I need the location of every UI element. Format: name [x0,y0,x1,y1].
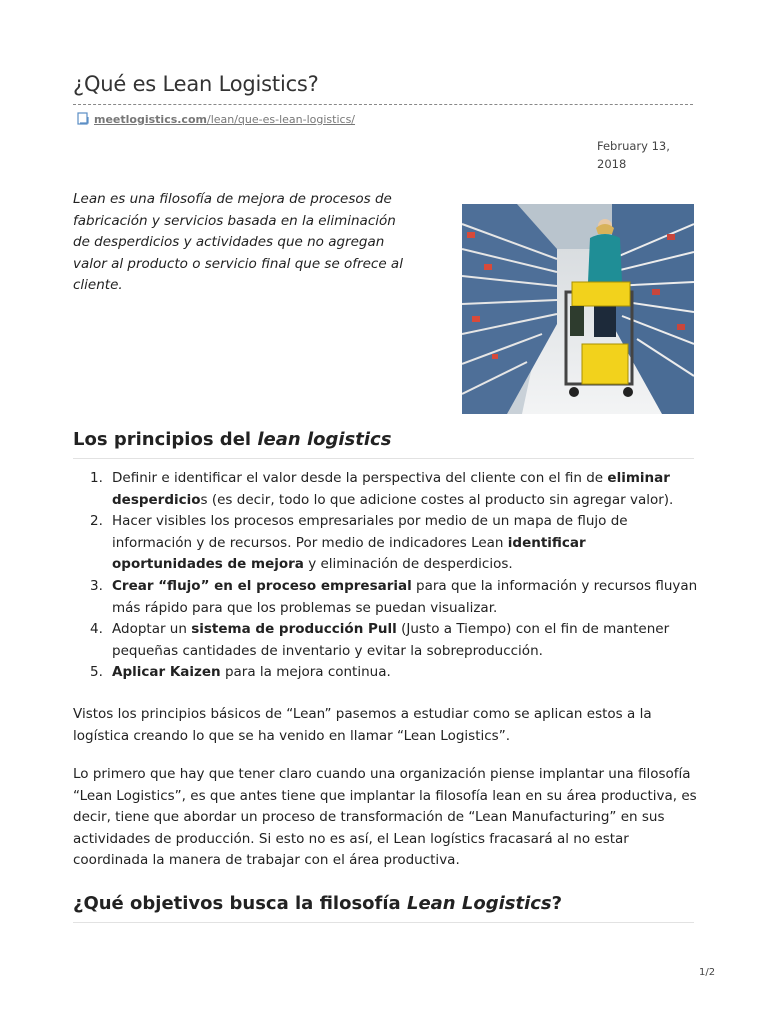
list-text: Adoptar un [112,621,192,638]
list-text: y eliminación de desperdicios. [303,556,513,573]
source-link[interactable] [94,113,355,126]
objectives-heading [73,893,694,923]
list-number: 3. [90,577,103,594]
publish-date: February 13, 2018 [597,139,670,171]
intro-paragraph: Lean es una filosofía de mejora de procesos de fabricación y servicios basada en la eliminación de desperdicios y actividades que no agregan valor al producto o servicio final que se ofrece al cliente. [73,191,403,294]
list-item [73,511,698,576]
list-item [73,468,698,511]
principles-heading-emphasis: lean logistics [257,429,392,450]
body-paragraph: Vistos los principios básicos de “Lean” pasemos a estudiar como se aplican estos a la logística creando lo que se ha venido en llamar “Lean Logistics”. [73,706,652,744]
page-number: 1/2 [699,967,716,978]
document-icon [76,112,90,126]
list-text: para la mejora continua. [220,664,391,681]
list-text: (Justo a Tiempo) con el fin de mantener pequeñas cantidades de inventario y evitar la sobreproducción. [112,621,670,659]
source-path: /lean/que-es-lean-logistics/ [206,112,356,126]
principles-heading-text: Los principios del [73,429,258,450]
source-link-row [76,112,355,126]
objectives-heading-suffix: ? [551,893,563,914]
source-domain: meetlogistics.com [94,112,207,126]
list-number: 1. [90,470,103,486]
objectives-heading-text: ¿Qué objetivos busca la filosofía [73,893,407,914]
list-text: Definir e identificar el valor desde la perspectiva del cliente con el fin de [112,470,608,486]
title-divider [73,104,693,105]
list-text: Hacer visibles los procesos empresariales por medio de un mapa de flujo de información y de recursos. Por medio de indicadores Lean [112,513,628,551]
list-number: 4. [90,621,103,638]
warehouse-photo [462,204,694,414]
list-item [73,662,698,684]
list-bold: Crear “flujo” en el proceso empresarial [112,577,412,594]
principles-heading [73,429,694,459]
body-paragraph: Lo primero que hay que tener claro cuando una organización piense implantar una filosofía “Lean Logistics”, es que antes tiene que implantar la filosofía lean en su área productiva, es decir, tiene que abordar un proceso de transformación de “Lean Manufacturing” en sus actividades de producción. Si esto no es así, el Lean logístics fracasará al no estar coordinada la manera de trabajar con el área productiva. [73,766,697,869]
page-title: ¿Qué es Lean Logistics? [73,72,319,96]
list-bold: identificar oportunidades de mejora [112,534,586,573]
list-text: para que la información y recursos fluyan más rápido para que los problemas se puedan visualizar. [112,577,698,616]
list-bold: sistema de producción Pull [191,621,397,638]
list-bold: Aplicar Kaizen [112,664,221,681]
list-text: s (es decir, todo lo que adicione costes al producto sin agregar valor). [200,491,674,508]
list-number: 2. [90,513,103,530]
objectives-heading-emphasis: Lean Logistics [406,893,552,914]
list-item [73,576,698,619]
list-bold: eliminar desperdicio [112,470,670,508]
principles-list [73,468,698,684]
list-number: 5. [90,664,103,681]
list-item [73,619,698,662]
